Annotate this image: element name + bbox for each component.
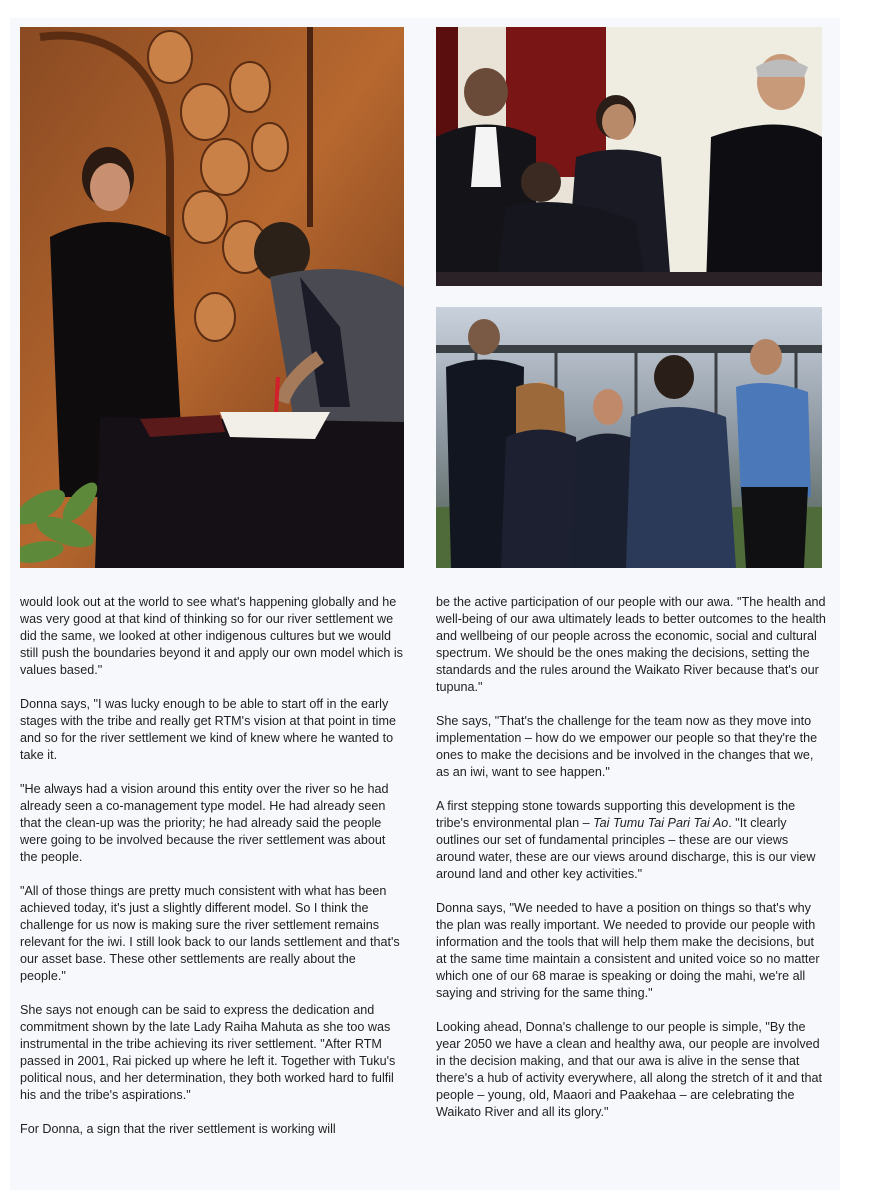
article-right-column [436, 594, 828, 1121]
article-paragraph [436, 798, 828, 883]
photo-group-signing [436, 27, 822, 286]
photo-group-outdoors-icon [436, 307, 822, 568]
article-paragraph: Donna says, "I was lucky enough to be able to start off in the early stages with the tribe and really get RTM's vision at that point in time and so for the river settlement we kind of knew where he wanted to take it. [20, 697, 396, 762]
photo-group-signing-icon [436, 27, 822, 286]
article-paragraph: would look out at the world to see what's happening globally and he was very good at that kind of thinking so for our river settlement we did the same, we looked at other indigenous cultures but we would still push the boundaries beyond it and apply our own model which is values based." [20, 595, 403, 677]
article-paragraph: Donna says, "We needed to have a position on things so that's why the plan was really important. We needed to provide our people with information and the tools that will help them make the decisions, but at the same time maintain a consistent and united voice so no matter which one of our 68 marae is speaking or doing the mahi, we're all saying and striving for the same thing." [436, 901, 820, 1000]
article-left-column [20, 594, 405, 1138]
photo-carved-wall-signing-icon [20, 27, 404, 568]
article-text: A first stepping stone towards supporting this development is the tribe's environmental plan – [436, 799, 796, 830]
article-paragraph: She says, "That's the challenge for the team now as they move into implementation – how do we empower our people so that they're the ones to make the decisions and be involved in the changes that we, as an iwi, want to see happen." [436, 714, 818, 779]
photo-group-outdoors [436, 307, 822, 568]
article-text: . "It clearly outlines our set of fundamental principles – these are our views around water, these are our views around discharge, this is our view around land and other key activities." [436, 816, 816, 881]
plan-title: Tai Tumu Tai Pari Tai Ao [593, 816, 729, 830]
article-paragraph: Looking ahead, Donna's challenge to our people is simple, "By the year 2050 we have a clean and healthy awa, our people are involved in the decision making, and that our awa is alive in the sense that there's a hub of activity everywhere, all along the stretch of it and that people – young, old, Maaori and Paakehaa – are celebrating the Waikato River and all its glory." [436, 1020, 823, 1119]
article-paragraph: She says not enough can be said to express the dedication and commitment shown by the late Lady Raiha Mahuta as she too was instrumental in the tribe achieving its river settlement. "After RTM passed in 2001, Rai picked up where he left it. Together with Tuku's political nous, and her determination, they both worked hard to fulfil his and the tribe's aspirations." [20, 1003, 396, 1102]
photo-carved-wall-signing [20, 27, 404, 568]
article-paragraph: "All of those things are pretty much consistent with what has been achieved today, it's just a slightly different model. So I think the challenge for us now is making sure the river settlement remains relevant for the iwi. I still look back to our lands settlement and that's our asset base. These other settlements are really about the people." [20, 884, 400, 983]
article-paragraph: "He always had a vision around this entity over the river so he had already seen a co-management type model. He had already seen that the clean-up was the priority; he had already said the people were going to be involved because the river settlement was about the people. [20, 782, 389, 864]
article-paragraph: be the active participation of our people with our awa. "The health and well-being of our awa ultimately leads to better outcomes to the health and wellbeing of our people across the economic, social and cultural spectrum. We should be the ones making the decisions, setting the standards and the rules around the Waikato River because that's our tupuna." [436, 595, 826, 694]
article-paragraph: For Donna, a sign that the river settlement is working will [20, 1122, 336, 1136]
